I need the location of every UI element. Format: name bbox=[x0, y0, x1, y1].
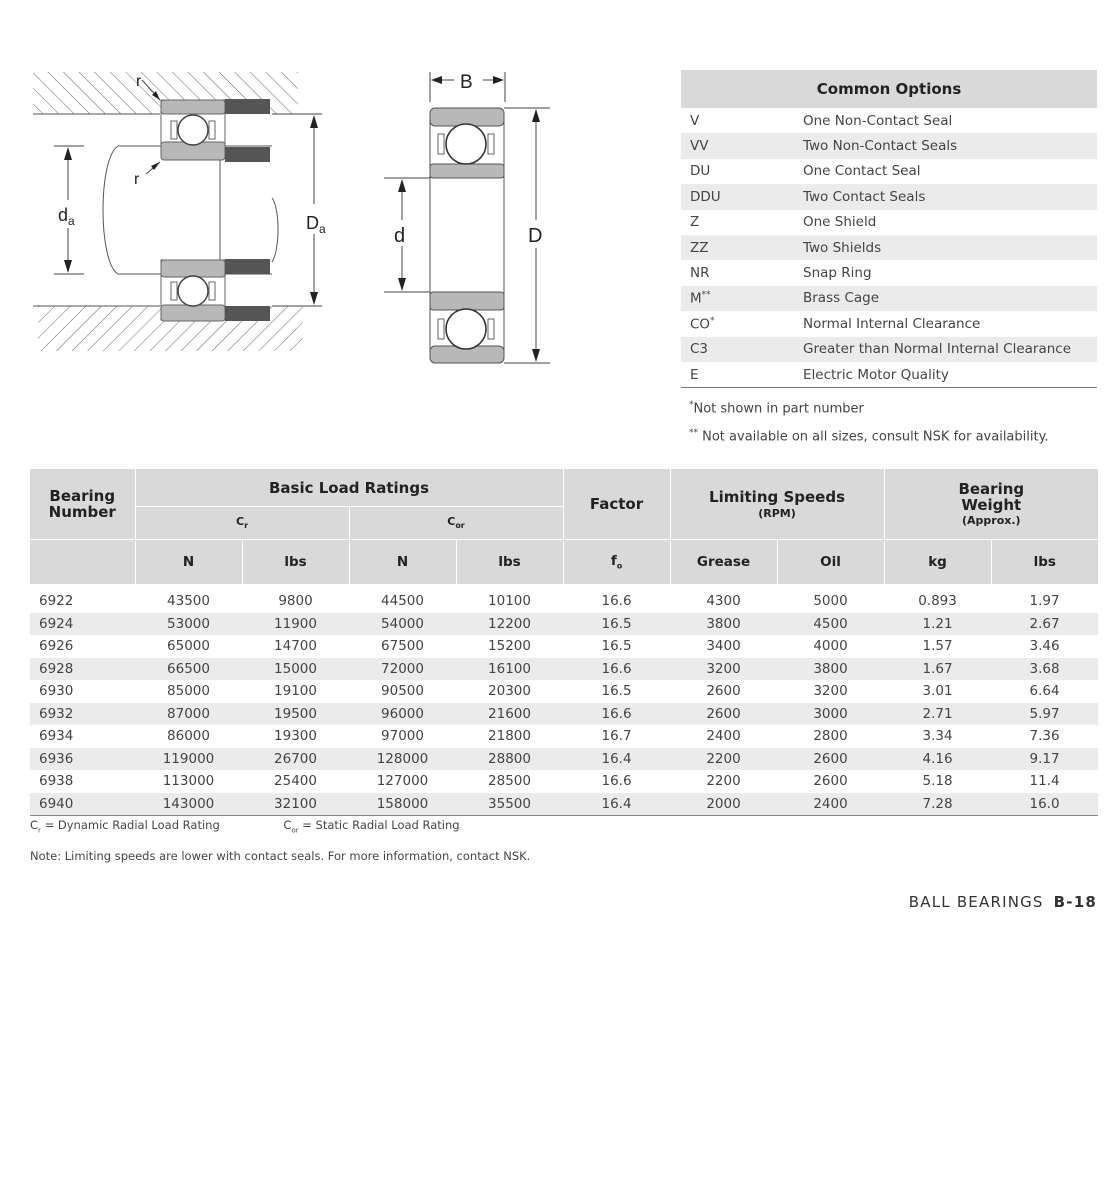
bearing-number-cell: 6922 bbox=[39, 593, 74, 610]
table-row bbox=[30, 635, 1098, 658]
table-row bbox=[30, 725, 1098, 748]
note-not-shown: *Not shown in part number bbox=[689, 400, 864, 417]
table-cell: 16.7 bbox=[601, 728, 632, 745]
table-cell: 65000 bbox=[167, 638, 210, 655]
table-cell: 32100 bbox=[242, 793, 349, 816]
table-row bbox=[30, 793, 1098, 816]
bearing-number-cell: 6936 bbox=[30, 748, 135, 771]
table-cell: 2000 bbox=[670, 793, 777, 816]
table-cell: 143000 bbox=[135, 793, 242, 816]
table-cell: 9.17 bbox=[991, 748, 1098, 771]
common-options-title: Common Options bbox=[681, 70, 1097, 108]
options-bottom-rule bbox=[681, 387, 1097, 388]
table-row bbox=[30, 590, 1098, 613]
table-row bbox=[30, 680, 1098, 703]
table-row bbox=[30, 748, 1098, 771]
table-cell: 12200 bbox=[456, 613, 563, 636]
option-code: C3 bbox=[690, 341, 709, 358]
table-cell: 72000 bbox=[349, 658, 456, 681]
table-cell: 14700 bbox=[274, 638, 317, 655]
unit-lbs-cor: lbs bbox=[456, 540, 563, 585]
header-bearing-number: Bearing Number bbox=[30, 469, 135, 540]
table-row bbox=[30, 658, 1098, 681]
option-row bbox=[681, 184, 1097, 209]
table-cell: 16.5 bbox=[563, 613, 670, 636]
bearing-number-cell: 6934 bbox=[39, 728, 74, 745]
option-description: Electric Motor Quality bbox=[803, 366, 949, 383]
unit-lbs-weight: lbs bbox=[991, 540, 1098, 585]
table-cell: 20300 bbox=[488, 683, 531, 700]
table-cell: 26700 bbox=[242, 748, 349, 771]
da-label: $d_a$ bbox=[58, 205, 75, 228]
table-cell: 15000 bbox=[242, 658, 349, 681]
bearing-data-rows bbox=[30, 584, 1098, 816]
table-cell: 19100 bbox=[274, 683, 317, 700]
table-cell: 3200 bbox=[813, 683, 848, 700]
table-cell: 2600 bbox=[813, 773, 848, 790]
table-cell: 16.6 bbox=[563, 658, 670, 681]
table-cell: 1.97 bbox=[1029, 593, 1060, 610]
table-cell: 67500 bbox=[381, 638, 424, 655]
table-row bbox=[30, 613, 1098, 636]
option-code: CO* bbox=[690, 315, 715, 333]
table-cell: 16.6 bbox=[601, 773, 632, 790]
bearing-number-cell: 6930 bbox=[39, 683, 74, 700]
bearing-section-bottom bbox=[161, 259, 270, 321]
option-description: Two Non-Contact Seals bbox=[803, 138, 958, 155]
option-description: Two Contact Seals bbox=[803, 188, 926, 205]
Da-label: $D_a$ bbox=[306, 213, 326, 236]
option-code: VV bbox=[690, 138, 709, 155]
table-cell: 6.64 bbox=[1029, 683, 1060, 700]
Da-dimension bbox=[272, 114, 322, 306]
unit-n-cor: N bbox=[349, 540, 456, 585]
table-cell: 28500 bbox=[488, 773, 531, 790]
limiting-speed-note: Note: Limiting speeds are lower with contact seals. For more information, contact NSK. bbox=[30, 849, 531, 863]
table-cell: 19500 bbox=[242, 703, 349, 726]
header-bearing-weight: Bearing Weight (Approx.) bbox=[884, 469, 1098, 540]
table-cell: 16.4 bbox=[563, 748, 670, 771]
table-row bbox=[30, 703, 1098, 726]
header-cr: $C_r$ bbox=[135, 507, 349, 540]
shaft bbox=[103, 146, 278, 274]
unit-n-cr: N bbox=[135, 540, 242, 585]
option-code: NR bbox=[690, 265, 710, 282]
bearing-drawing bbox=[378, 68, 558, 368]
option-code: DU bbox=[690, 163, 711, 180]
footer-section: BALL BEARINGS bbox=[908, 893, 1044, 911]
table-cell: 5.97 bbox=[991, 703, 1098, 726]
table-row bbox=[30, 770, 1098, 793]
table-cell: 16.4 bbox=[563, 793, 670, 816]
bearing-section-top bbox=[161, 99, 270, 162]
table-cell: 19300 bbox=[274, 728, 317, 745]
option-description: One Contact Seal bbox=[803, 163, 921, 180]
options-notes bbox=[689, 393, 1049, 450]
table-cell: 2.67 bbox=[991, 613, 1098, 636]
table-cell: 21800 bbox=[488, 728, 531, 745]
header-basic-load-ratings: Basic Load Ratings bbox=[135, 469, 563, 507]
option-row bbox=[681, 362, 1097, 387]
table-cell: 3.01 bbox=[922, 683, 953, 700]
table-cell: 16.5 bbox=[601, 638, 632, 655]
table-cell: 16.5 bbox=[601, 683, 632, 700]
table-cell: 3.68 bbox=[991, 658, 1098, 681]
option-description: One Shield bbox=[803, 214, 877, 231]
unit-lbs-cr: lbs bbox=[242, 540, 349, 585]
header-limiting-speeds: Limiting Speeds (RPM) bbox=[670, 469, 884, 540]
D-dimension bbox=[504, 108, 550, 363]
table-cell: 90500 bbox=[381, 683, 424, 700]
table-cell: 4500 bbox=[777, 613, 884, 636]
header-cor: $C_{or}$ bbox=[349, 507, 563, 540]
table-cell: 10100 bbox=[488, 593, 531, 610]
common-options-rows bbox=[681, 108, 1097, 387]
table-cell: 2200 bbox=[670, 748, 777, 771]
legend-cor: $C_{or}$ = Static Radial Load Rating bbox=[283, 818, 460, 835]
option-description: Normal Internal Clearance bbox=[803, 315, 981, 332]
bearing-data-table bbox=[30, 469, 1098, 816]
table-cell: 1.57 bbox=[922, 638, 953, 655]
table-cell: 4000 bbox=[813, 638, 848, 655]
table-cell: 11.4 bbox=[1029, 773, 1060, 790]
table-cell: 3400 bbox=[706, 638, 741, 655]
option-row bbox=[681, 311, 1097, 336]
rating-legend bbox=[30, 818, 520, 834]
table-cell: 53000 bbox=[135, 613, 242, 636]
option-row bbox=[681, 286, 1097, 311]
page-footer bbox=[909, 893, 1097, 911]
unit-grease: Grease bbox=[670, 540, 777, 585]
option-code: DDU bbox=[690, 188, 721, 205]
table-cell: 16.6 bbox=[563, 703, 670, 726]
option-row bbox=[681, 260, 1097, 285]
option-description: One Non-Contact Seal bbox=[803, 112, 953, 129]
bearing-number-cell: 6932 bbox=[30, 703, 135, 726]
bearing-number-cell: 6926 bbox=[39, 638, 74, 655]
table-cell: 97000 bbox=[381, 728, 424, 745]
bearing-number-cell: 6924 bbox=[30, 613, 135, 636]
table-cell: 0.893 bbox=[918, 593, 957, 610]
bearing-number-cell: 6938 bbox=[39, 773, 74, 790]
table-cell: 3200 bbox=[670, 658, 777, 681]
option-description: Snap Ring bbox=[803, 265, 872, 282]
option-code: ZZ bbox=[690, 239, 709, 256]
table-cell: 3800 bbox=[777, 658, 884, 681]
table-cell: 16100 bbox=[456, 658, 563, 681]
option-row bbox=[681, 235, 1097, 260]
table-cell: 9800 bbox=[278, 593, 313, 610]
table-cell: 3.34 bbox=[922, 728, 953, 745]
table-cell: 3.46 bbox=[1029, 638, 1060, 655]
table-cell: 28800 bbox=[456, 748, 563, 771]
table-cell: 2400 bbox=[777, 793, 884, 816]
B-label: B bbox=[460, 72, 473, 93]
table-cell: 2.71 bbox=[884, 703, 991, 726]
bearing-number-cell: 6928 bbox=[30, 658, 135, 681]
table-cell: 2400 bbox=[706, 728, 741, 745]
table-cell: 35500 bbox=[456, 793, 563, 816]
table-cell: 119000 bbox=[135, 748, 242, 771]
r-label-mid: r bbox=[134, 171, 140, 188]
header-factor: Factor bbox=[563, 469, 670, 540]
table-cell: 7.28 bbox=[884, 793, 991, 816]
d-label: d bbox=[394, 225, 406, 247]
D-label: D bbox=[528, 225, 543, 247]
table-cell: 2600 bbox=[670, 703, 777, 726]
bearing-number-cell: 6940 bbox=[30, 793, 135, 816]
table-cell: 54000 bbox=[349, 613, 456, 636]
table-cell: 158000 bbox=[349, 793, 456, 816]
unit-oil: Oil bbox=[777, 540, 884, 585]
option-description: Greater than Normal Internal Clearance bbox=[803, 341, 1072, 358]
option-row bbox=[681, 159, 1097, 184]
option-code: V bbox=[690, 112, 700, 129]
table-cell: 44500 bbox=[381, 593, 424, 610]
table-cell: 43500 bbox=[167, 593, 210, 610]
table-cell: 3800 bbox=[670, 613, 777, 636]
table-cell: 127000 bbox=[376, 773, 429, 790]
table-cell: 1.67 bbox=[884, 658, 991, 681]
header-blank bbox=[30, 540, 135, 585]
bearing-cross-section bbox=[430, 108, 504, 363]
r-label-top: r bbox=[136, 73, 142, 90]
table-cell: 128000 bbox=[349, 748, 456, 771]
legend-cr: $C_r$ = Dynamic Radial Load Rating bbox=[30, 818, 220, 835]
table-cell: 2600 bbox=[706, 683, 741, 700]
option-description: Brass Cage bbox=[803, 290, 880, 307]
table-cell: 5000 bbox=[813, 593, 848, 610]
table-cell: 5.18 bbox=[922, 773, 953, 790]
footer-page-number: B-18 bbox=[1053, 893, 1097, 911]
table-cell: 2800 bbox=[813, 728, 848, 745]
unit-fo: $f_o$ bbox=[563, 540, 670, 585]
table-cell: 2600 bbox=[777, 748, 884, 771]
option-row bbox=[681, 108, 1097, 133]
option-row bbox=[681, 337, 1097, 362]
option-code: E bbox=[690, 366, 699, 383]
option-description: Two Shields bbox=[803, 239, 882, 256]
table-cell: 1.21 bbox=[884, 613, 991, 636]
table-cell: 4300 bbox=[706, 593, 741, 610]
note-not-available: ** Not available on all sizes, consult NSK for availability. bbox=[689, 428, 1049, 445]
table-cell: 7.36 bbox=[1029, 728, 1060, 745]
option-row bbox=[681, 133, 1097, 158]
table-cell: 3000 bbox=[777, 703, 884, 726]
option-code: M** bbox=[690, 290, 711, 307]
table-cell: 15200 bbox=[488, 638, 531, 655]
table-cell: 2200 bbox=[706, 773, 741, 790]
mounting-drawing bbox=[28, 68, 338, 358]
option-code: Z bbox=[690, 214, 700, 231]
table-cell: 66500 bbox=[135, 658, 242, 681]
table-cell: 86000 bbox=[167, 728, 210, 745]
table-cell: 11900 bbox=[242, 613, 349, 636]
option-row bbox=[681, 210, 1097, 235]
d-dimension bbox=[384, 178, 430, 292]
table-cell: 16.0 bbox=[991, 793, 1098, 816]
table-cell: 25400 bbox=[274, 773, 317, 790]
common-options-table bbox=[681, 70, 1097, 388]
table-cell: 21600 bbox=[456, 703, 563, 726]
table-cell: 4.16 bbox=[884, 748, 991, 771]
table-cell: 113000 bbox=[162, 773, 215, 790]
table-cell: 16.6 bbox=[601, 593, 632, 610]
unit-kg: kg bbox=[884, 540, 991, 585]
table-cell: 87000 bbox=[135, 703, 242, 726]
table-cell: 96000 bbox=[349, 703, 456, 726]
table-cell: 85000 bbox=[167, 683, 210, 700]
